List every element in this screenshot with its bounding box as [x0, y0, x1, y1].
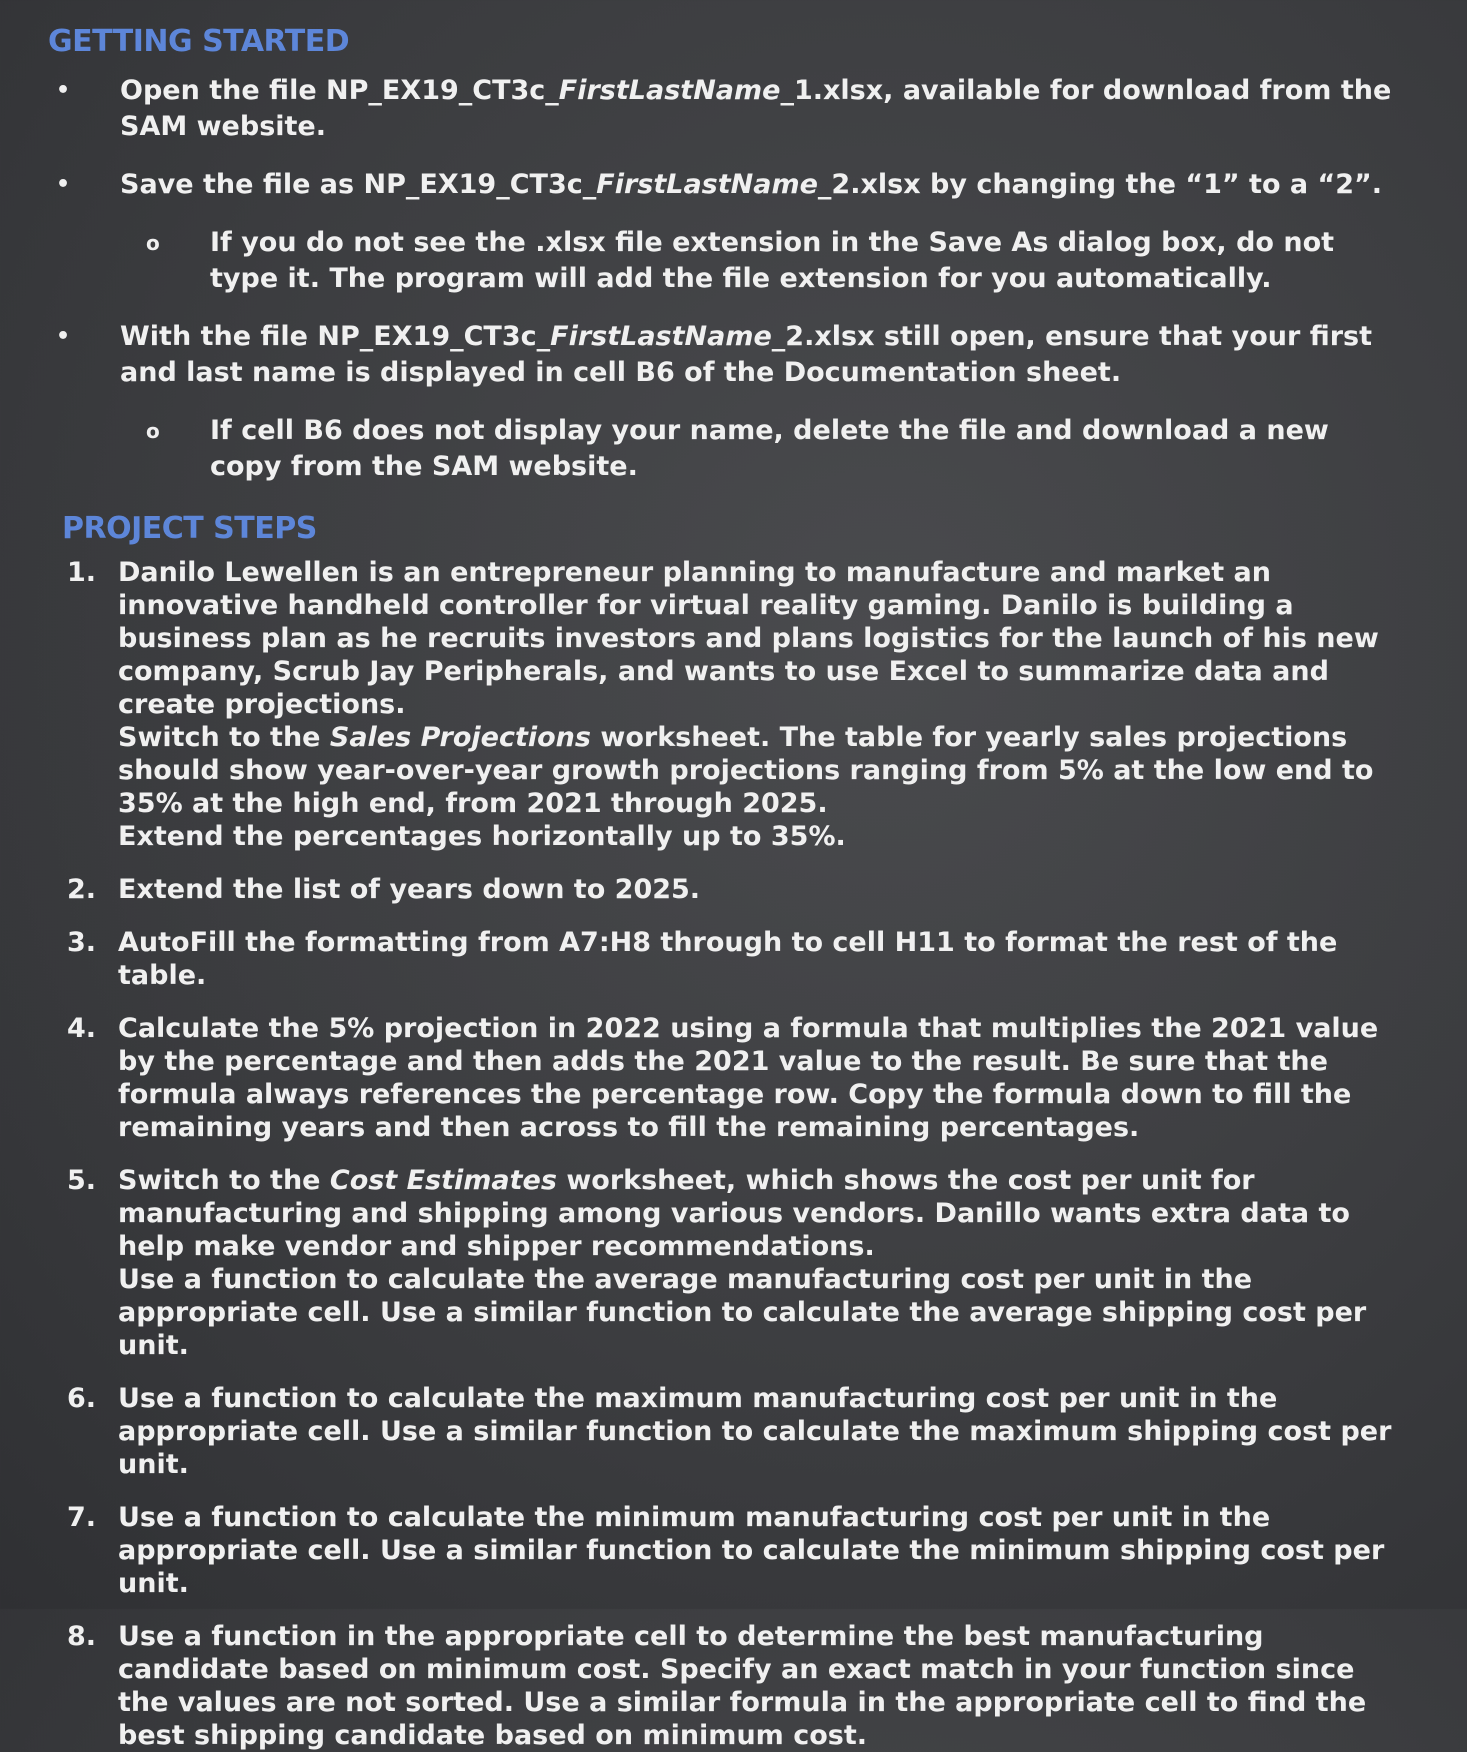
step-number: 1.: [66, 557, 96, 588]
step-number: 6.: [66, 1383, 96, 1414]
step-text: Use a function in the appropriate cell to determine the best manufacturing candidate based on minimum cost. Specify an exact match in your function since the values are not sorted. Use a similar formula in the appropriate cell to find the best shipping candidate based on minimum cost.: [118, 1621, 1367, 1751]
step-5: [48, 1164, 1397, 1362]
step-text: AutoFill the formatting from A7:H8 through to cell H11 to format the rest of the table.: [118, 927, 1338, 991]
step-text: Danilo Lewellen is an entrepreneur planning to manufacture and market an innovative handheld controller for virtual reality gaming. Danilo is building a business plan as he recruits investors and plans logistics for the launch of his new company, Scrub Jay Peripherals, and wants to use Excel to summarize data and create projections.: [118, 557, 1379, 720]
step-2: [48, 873, 1397, 906]
step-text: Use a function to calculate the maximum manufacturing cost per unit in the appropriate cell. Use a similar function to calculate the maximum shipping cost per unit.: [118, 1383, 1392, 1480]
item-text: Open the file NP_EX19_CT3c_FirstLastName_1.xlsx, available for download from the SAM website.: [120, 75, 1392, 142]
step-7: [48, 1501, 1397, 1600]
item-text: Save the file as NP_EX19_CT3c_FirstLastName_2.xlsx by changing the “1” to a “2”.: [120, 169, 1383, 200]
project-steps-heading: PROJECT STEPS: [62, 511, 317, 546]
step-text: Use a function to calculate the average manufacturing cost per unit in the appropriate cell. Use a similar function to calculate the average shipping cost per unit.: [118, 1264, 1367, 1361]
step-4: [48, 1012, 1397, 1144]
step-number: 5.: [66, 1165, 96, 1196]
getting-started-subitem-extension: [138, 225, 1397, 297]
step-text: Use a function to calculate the minimum manufacturing cost per unit in the appropriate cell. Use a similar function to calculate the minimum shipping cost per unit.: [118, 1502, 1385, 1599]
sub-bullet-icon: o: [146, 231, 160, 255]
item-text: If you do not see the .xlsx file extension in the Save As dialog box, do not type it. The program will add the file extension for you automatically.: [210, 227, 1335, 294]
step-number: 7.: [66, 1502, 96, 1533]
bullet-icon: •: [56, 324, 71, 349]
step-8: [48, 1620, 1397, 1752]
getting-started-item-open: [48, 73, 1397, 145]
step-number: 4.: [66, 1013, 96, 1044]
item-text: With the file NP_EX19_CT3c_FirstLastName_2.xlsx still open, ensure that your first and last name is displayed in cell B6 of the Documentation sheet.: [120, 321, 1373, 388]
bullet-icon: •: [56, 78, 71, 103]
getting-started-subitem-b6: [138, 413, 1397, 485]
step-3: [48, 926, 1397, 992]
step-6: [48, 1382, 1397, 1481]
step-body: [118, 1164, 1397, 1362]
getting-started-item-name: [48, 319, 1397, 391]
getting-started-item-save: [48, 167, 1397, 203]
sub-bullet-icon: o: [146, 419, 160, 443]
step-text: Extend the percentages horizontally up to 35%.: [118, 821, 846, 852]
step-text: Switch to the Cost Estimates worksheet, which shows the cost per unit for manufacturing and shipping among various vendors. Danillo wants extra data to help make vendor and shipper recommendations.: [118, 1165, 1350, 1262]
project-steps-list: [48, 556, 1397, 1752]
step-number: 2.: [66, 874, 96, 905]
step-text: Extend the list of years down to 2025.: [118, 874, 701, 905]
step-text: Calculate the 5% projection in 2022 using a formula that multiplies the 2021 value by the percentage and then adds the 2021 value to the result. Be sure that the formula always references the percentage row. Copy the formula down to fill the remaining years and then across to fill the remaining percentages.: [118, 1013, 1379, 1143]
getting-started-heading: GETTING STARTED: [48, 24, 350, 59]
step-number: 3.: [66, 927, 96, 958]
step-1: [48, 556, 1397, 853]
step-body: [118, 556, 1397, 853]
step-number: 8.: [66, 1621, 96, 1652]
bullet-icon: •: [56, 172, 71, 197]
step-text: Switch to the Sales Projections worksheet. The table for yearly sales projections should show year-over-year growth projections ranging from 5% at the low end to 35% at the high end, from 2021 through 2025.: [118, 722, 1374, 819]
item-text: If cell B6 does not display your name, delete the file and download a new copy from the SAM website.: [210, 415, 1329, 482]
